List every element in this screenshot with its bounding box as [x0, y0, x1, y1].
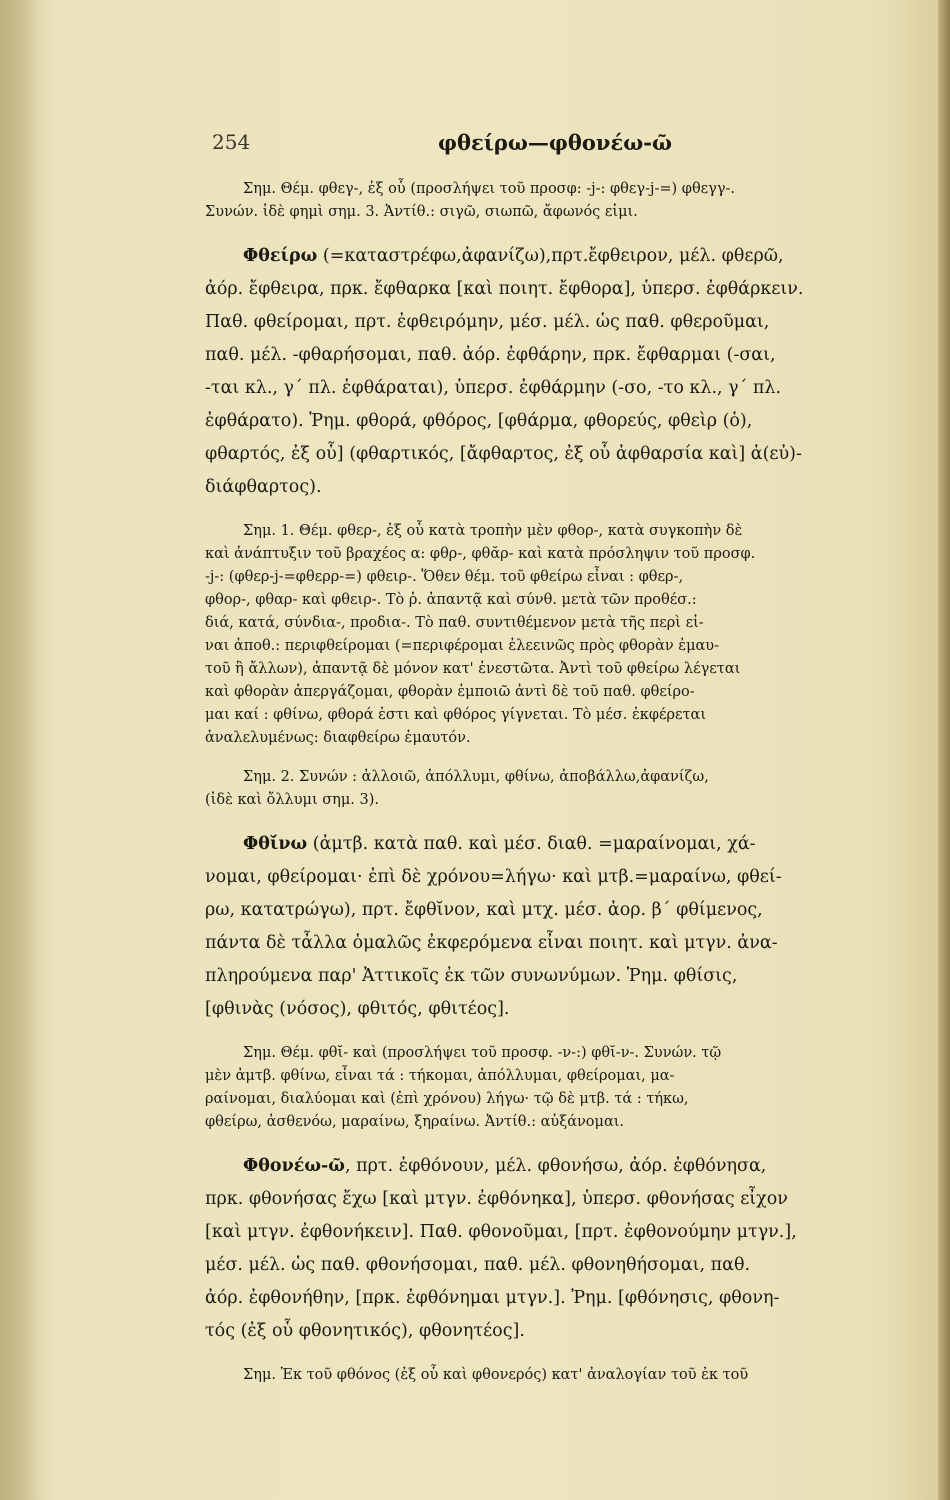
note-line: τοῦ ἢ ἄλλων), ἀπαντᾷ δὲ μόνον κατ' ἐνεστῶτα. Ἀντὶ τοῦ φθείρω λέγεται	[205, 661, 741, 677]
note-line: Σημ. Θέμ. φθεγ-, ἐξ οὗ (προσλήψει τοῦ προσφ: -j-: φθεγ-j-=) φθεγγ-.	[243, 181, 736, 197]
entry-line: φθαρτός, ἐξ οὗ] (φθαρτικός, [ἄφθαρτος, ἐξ οὗ ἀφθαρσία καὶ] ἀ(εὐ)-	[205, 444, 802, 464]
entry-line: ἀόρ. ἐφθονήθην, [πρκ. ἐφθόνημαι μτγν.]. Ῥημ. [φθόνησις, φθονη-	[205, 1288, 780, 1308]
entry-line: τός (ἐξ οὗ φθονητικός), φθονητέος].	[205, 1321, 525, 1341]
block-spacer	[205, 1026, 923, 1042]
entry-note	[205, 766, 923, 812]
dictionary-entry	[205, 1150, 923, 1348]
note-line: φθείρω, ἀσθενόω, μαραίνω, ξηραίνω. Ἀντίθ.: αὐξάνομαι.	[205, 1114, 625, 1130]
entry-headword: Φθονέω-ῶ	[243, 1156, 345, 1176]
entry-line: ἐφθάρατο). Ῥημ. φθορά, φθόρος, [φθάρμα, φθορεύς, φθεὶρ (ὁ),	[205, 411, 753, 431]
note-line: μαι καί : φθίνω, φθορά ἐστι καὶ φθόρος γίγνεται. Τὸ μέσ. ἐκφέρεται	[205, 707, 707, 723]
dictionary-entry	[205, 828, 923, 1026]
note-line: μὲν ἀμτβ. φθίνω, εἶναι τά : τήκομαι, ἀπόλλυμαι, φθείρομαι, μα-	[205, 1068, 675, 1084]
entry-line: νομαι, φθείρομαι· ἐπὶ δὲ χρόνου=λήγω· καὶ μτβ.=μαραίνω, φθεί-	[205, 867, 782, 887]
note-line: φθορ-, φθαρ- καὶ φθειρ-. Τὸ ῥ. ἀπαντᾷ καὶ σύνθ. μετὰ τῶν προθέσ.:	[205, 592, 697, 608]
note-line: Σημ. Θέμ. φθῐ- καὶ (προσλήψει τοῦ προσφ. -ν-:) φθῐ-ν-. Συνών. τῷ	[243, 1045, 722, 1061]
entry-first-line	[205, 828, 923, 861]
note-line: Σημ. 2. Συνών : ἀλλοιῶ, ἀπόλλυμι, φθίνω, ἀποβάλλω,ἀφανίζω,	[243, 769, 709, 785]
entry-line: [καὶ μτγν. ἐφθονήκειν]. Παθ. φθονοῦμαι, [πρτ. ἐφθονούμην μτγν.],	[205, 1222, 797, 1242]
note-line: ἀναλελυμένως: διαφθείρω ἐμαυτόν.	[205, 730, 471, 746]
page-header	[212, 130, 922, 162]
note-line: Σημ. Ἐκ τοῦ φθόνος (ἐξ οὗ καὶ φθονερός) κατ' ἀναλογίαν τοῦ ἐκ τοῦ	[243, 1367, 749, 1383]
entry-first-line	[205, 240, 923, 273]
entry-line: [φθινὰς (νόσος), φθιτός, φθιτέος].	[205, 999, 510, 1019]
block-spacer	[205, 1348, 923, 1364]
note-line: Συνών. ἰδὲ φημὶ σημ. 3. Ἀντίθ.: σιγῶ, σιωπῶ, ἄφωνός εἰμι.	[205, 204, 638, 220]
entry-text: (=καταστρέφω,ἀφανίζω),πρτ.ἔφθειρον, μέλ. φθερῶ,	[317, 246, 784, 266]
entry-line: πάντα δὲ τἆλλα ὁμαλῶς ἐκφερόμενα εἶναι ποιητ. καὶ μτγν. ἀνα-	[205, 933, 778, 953]
entry-note	[205, 1042, 923, 1134]
page-number: 254	[212, 130, 251, 154]
note-line: καὶ φθορὰν ἀπεργάζομαι, φθορὰν ἐμποιῶ ἀντὶ δὲ τοῦ παθ. φθείρο-	[205, 684, 695, 700]
note-line: καὶ ἀνάπτυξιν τοῦ βραχέος α: φθρ-, φθᾰρ- καὶ κατὰ πρόσληψιν τοῦ προσφ.	[205, 546, 756, 562]
block-spacer	[205, 224, 923, 240]
note-line: -j-: (φθερ-j-=φθερρ-=) φθειρ-. Ὅθεν θέμ. τοῦ φθείρω εἶναι : φθερ-,	[205, 569, 684, 585]
note-line: ραίνομαι, διαλύομαι καὶ (ἐπὶ χρόνου) λήγω· τῷ δὲ μτβ. τά : τήκω,	[205, 1091, 689, 1107]
entry-line: πληρούμενα παρ' Ἀττικοῖς ἐκ τῶν συνωνύμων. Ῥημ. φθίσις,	[205, 966, 738, 986]
note-line: Σημ. 1. Θέμ. φθερ-, ἐξ οὗ κατὰ τροπὴν μὲν φθορ-, κατὰ συγκοπὴν δὲ	[243, 523, 743, 539]
note-line: ναι ἀποθ.: περιφθείρομαι (=περιφέρομαι ἐλεεινῶς πρὸς φθορὰν ἐμαυ-	[205, 638, 719, 654]
entry-note	[205, 1364, 923, 1387]
entry-line: Παθ. φθείρομαι, πρτ. ἐφθειρόμην, μέσ. μέλ. ὡς παθ. φθεροῦμαι,	[205, 312, 770, 332]
page-body	[205, 178, 923, 1387]
running-head: φθείρω—φθονέω-ῶ	[438, 130, 672, 155]
block-spacer	[205, 1134, 923, 1150]
entry-line: ρω, κατατρώγω), πρτ. ἔφθῐνον, καὶ μτχ. μέσ. ἀορ. β΄ φθίμενος,	[205, 900, 763, 920]
entry-text: , πρτ. ἐφθόνουν, μέλ. φθονήσω, ἀόρ. ἐφθόνησα,	[344, 1156, 767, 1176]
note-line: διά, κατά, σύνδια-, προδια-. Τὸ παθ. συντιθέμενον μετὰ τῆς περὶ εἰ-	[205, 615, 704, 631]
entry-line: ἀόρ. ἔφθειρα, πρκ. ἔφθαρκα [καὶ ποιητ. ἔφθορα], ὑπερσ. ἐφθάρκειν.	[205, 279, 804, 299]
block-spacer	[205, 504, 923, 520]
entry-note	[205, 178, 923, 224]
page-edge-right	[938, 0, 950, 1500]
block-spacer	[205, 750, 923, 766]
dictionary-entry	[205, 240, 923, 504]
entry-line: μέσ. μέλ. ὡς παθ. φθονήσομαι, παθ. μέλ. φθονηθήσομαι, παθ.	[205, 1255, 751, 1275]
entry-first-line	[205, 1150, 923, 1183]
entry-note	[205, 520, 923, 750]
entry-line: πρκ. φθονήσας ἔχω [καὶ μτγν. ἐφθόνηκα], ὑπερσ. φθονήσας εἶχον	[205, 1189, 788, 1209]
entry-text: (ἀμτβ. κατὰ παθ. καὶ μέσ. διαθ. =μαραίνομαι, χά-	[307, 834, 756, 854]
entry-headword: Φθῐ́νω	[243, 834, 308, 854]
entry-headword: Φθείρω	[243, 246, 318, 266]
block-spacer	[205, 812, 923, 828]
entry-line: -ται κλ., γ΄ πλ. ἐφθάραται), ὑπερσ. ἐφθάρμην (-σο, -το κλ., γ΄ πλ.	[205, 378, 782, 398]
page-shadow-left	[0, 0, 40, 1500]
entry-line: παθ. μέλ. -φθαρήσομαι, παθ. ἀόρ. ἐφθάρην, πρκ. ἔφθαρμαι (-σαι,	[205, 345, 776, 365]
entry-line: διάφθαρτος).	[205, 477, 322, 497]
note-line: (ἰδὲ καὶ ὄλλυμι σημ. 3).	[205, 792, 379, 808]
